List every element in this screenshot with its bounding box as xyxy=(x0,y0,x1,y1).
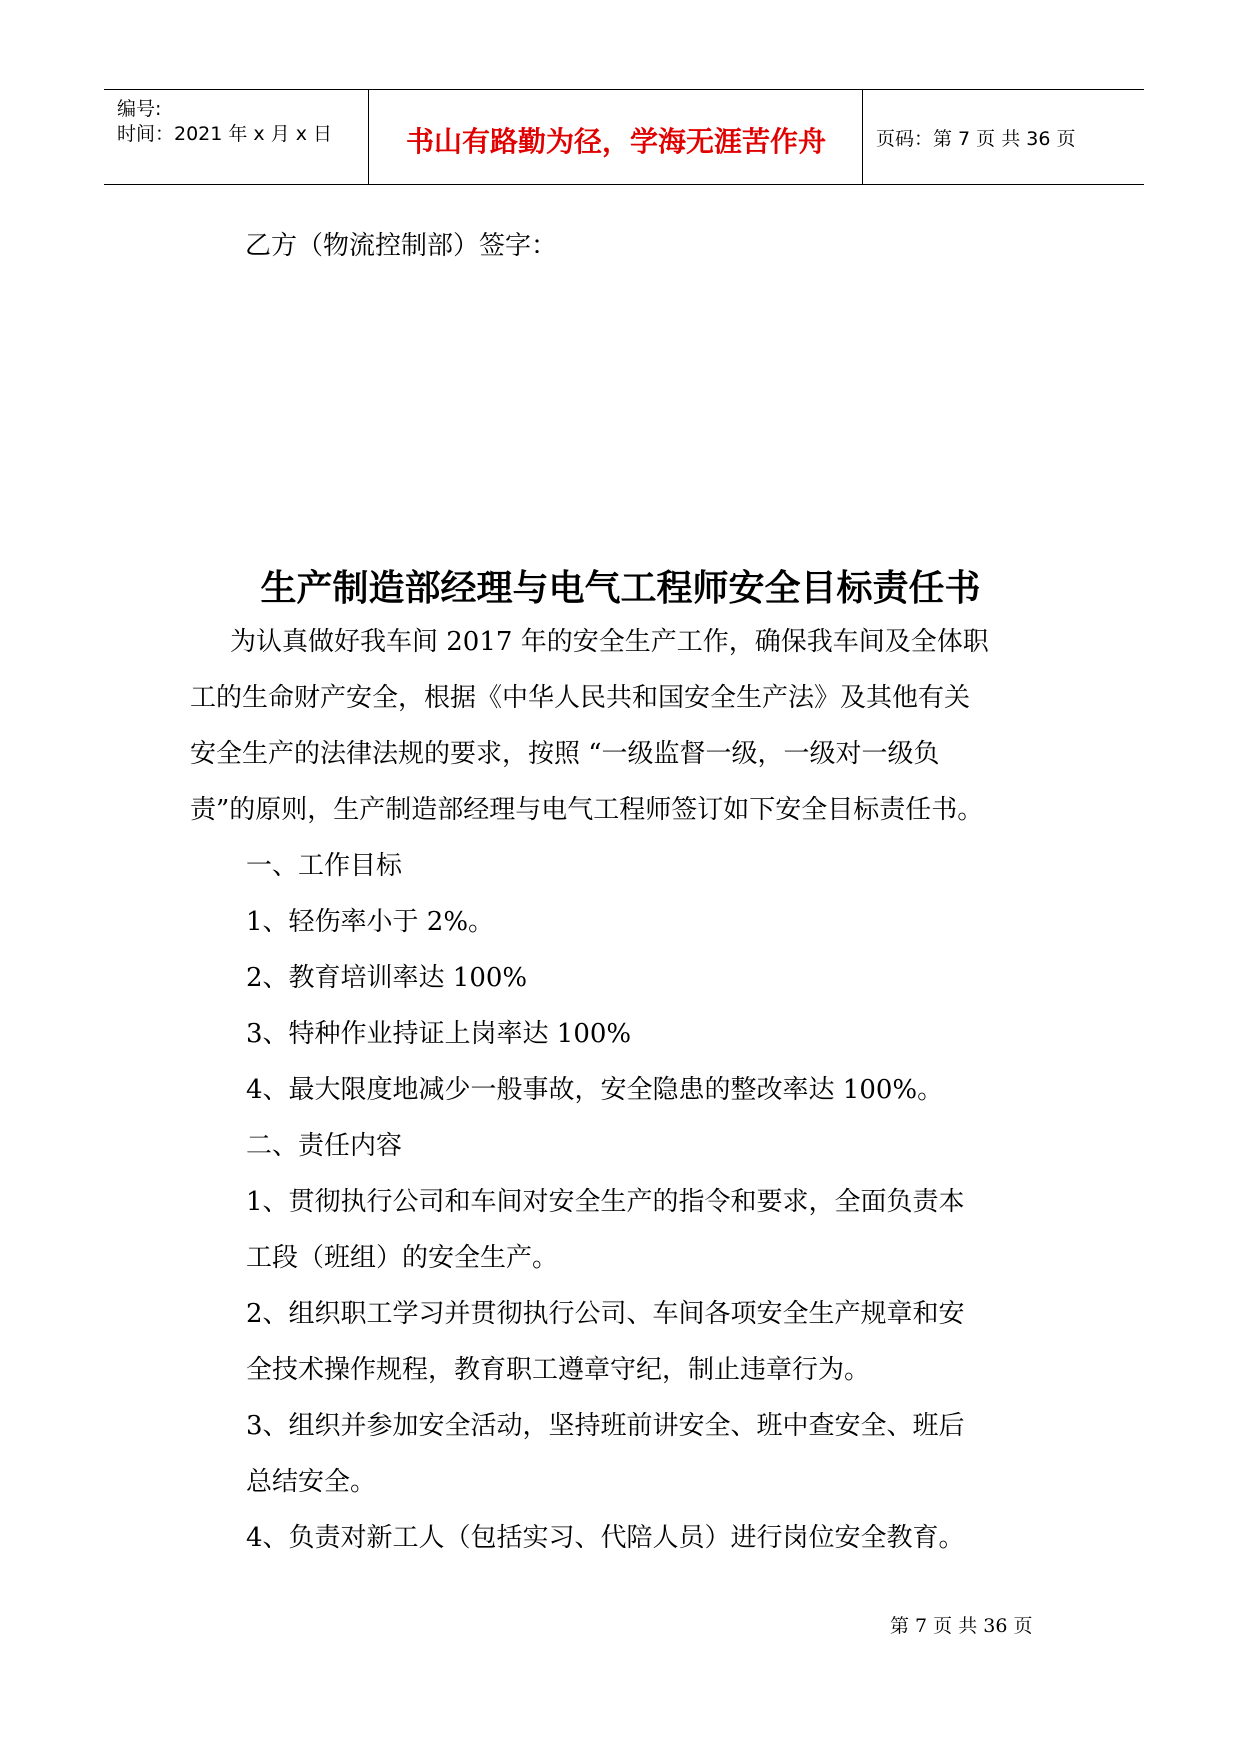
signature-line: 乙方（物流控制部）签字： xyxy=(245,231,558,261)
header-page-cell xyxy=(864,90,1144,184)
header-page-label: 页码：第 7 页 共 36 页 xyxy=(876,128,1076,150)
document-time-label: 时间：2021 年 x 月 x 日 xyxy=(117,123,333,145)
responsibility-line: 全技术操作规程，教育职工遵章守纪，制止违章行为。 xyxy=(246,1355,871,1385)
list-item: 4、最大限度地减少一般事故，安全隐患的整改率达 100%。 xyxy=(246,1075,944,1105)
list-item: 2、教育培训率达 100% xyxy=(246,963,528,993)
intro-line: 安全生产的法律法规的要求，按照 “一级监督一级，一级对一级负 xyxy=(190,739,940,769)
list-item: 1、轻伤率小于 2%。 xyxy=(246,907,495,937)
responsibility-line: 4、负责对新工人（包括实习、代陪人员）进行岗位安全教育。 xyxy=(246,1523,965,1553)
section-heading: 二、责任内容 xyxy=(246,1131,403,1161)
responsibility-line: 总结安全。 xyxy=(246,1467,377,1497)
responsibility-line: 1、贯彻执行公司和车间对安全生产的指令和要求，全面负责本 xyxy=(246,1187,965,1217)
page-footer: 第 7 页 共 36 页 xyxy=(890,1615,1033,1637)
list-item: 3、特种作业持证上岗率达 100% xyxy=(246,1019,632,1049)
header-info-cell xyxy=(104,90,369,184)
header-motto-cell xyxy=(370,90,863,184)
responsibility-line: 3、组织并参加安全活动，坚持班前讲安全、班中查安全、班后 xyxy=(246,1411,965,1441)
header-motto: 书山有路勤为径，学海无涯苦作舟 xyxy=(405,125,826,158)
section-heading: 一、工作目标 xyxy=(246,851,403,881)
responsibility-line: 2、组织职工学习并贯彻执行公司、车间各项安全生产规章和安 xyxy=(246,1299,965,1329)
page-header xyxy=(104,89,1144,185)
document-title: 生产制造部经理与电气工程师安全目标责任书 xyxy=(260,567,981,609)
intro-line: 工的生命财产安全，根据《中华人民共和国安全生产法》及其他有关 xyxy=(190,683,971,713)
document-number-label: 编号: xyxy=(117,98,162,120)
intro-line: 为认真做好我车间 2017 年的安全生产工作，确保我车间及全体职 xyxy=(230,627,989,657)
responsibility-line: 工段（班组）的安全生产。 xyxy=(246,1243,559,1273)
intro-line: 责”的原则，生产制造部经理与电气工程师签订如下安全目标责任书。 xyxy=(190,795,984,825)
